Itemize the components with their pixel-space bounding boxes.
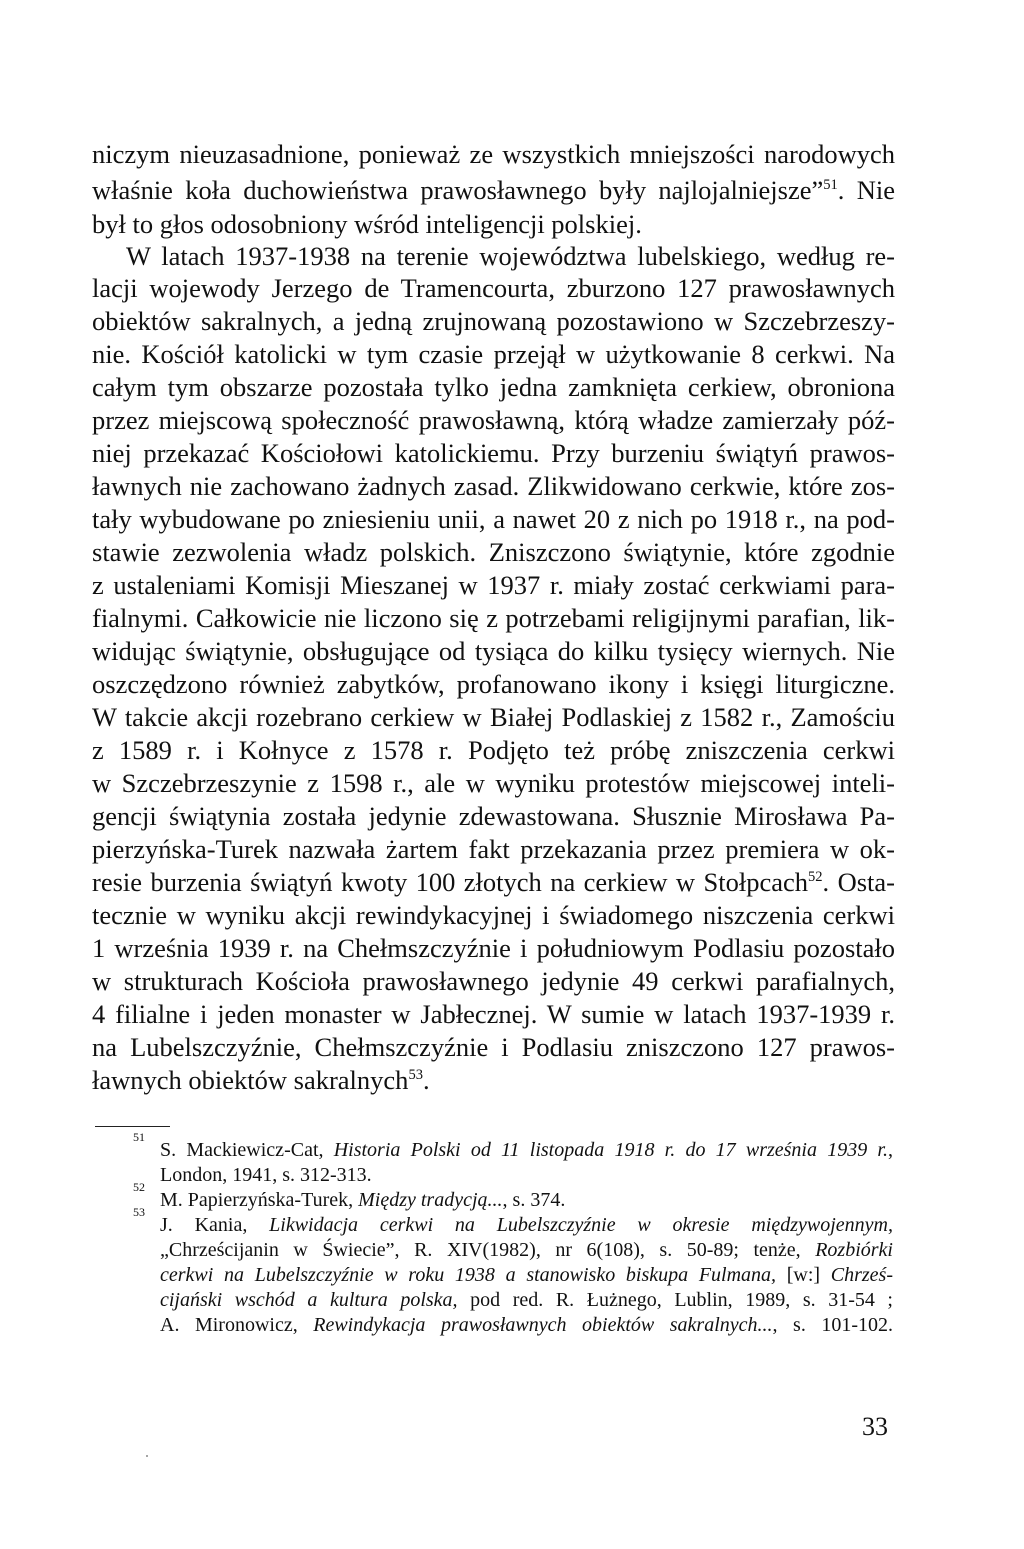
body-line: pierzyńska-Turek nazwała żartem fakt przekazania przez premiera w ok- bbox=[92, 834, 895, 864]
body-line: w Szczebrzeszynie z 1598 r., ale w wyniku protestów miejscowej inteli- bbox=[92, 768, 895, 798]
body-line: przez miejscową społeczność prawosławną, którą władze zamierzały póź- bbox=[92, 405, 895, 435]
body-line: gencji świątynia została jedynie zdewastowana. Słusznie Mirosława Pa- bbox=[92, 801, 895, 831]
footnote-number: 52 bbox=[133, 1180, 145, 1194]
footnote-ref-52: 52 bbox=[807, 869, 823, 886]
footnote-ref-53: 53 bbox=[408, 1067, 423, 1084]
footnote-line: A. Mironowicz, Rewindykacja prawosławnych obiektów sakralnych..., s. 101-102. bbox=[160, 1314, 893, 1336]
footnote-line: cijański wschód a kultura polska, pod red. R. Łużnego, Lublin, 1989, s. 31-54 ; bbox=[160, 1289, 893, 1311]
body-line: resie burzenia świątyń kwoty 100 złotych na cerkiew w Stołpcach$^{52}$. Osta- bbox=[92, 867, 895, 897]
body-line: oszczędzono również zabytków, profanowano ikony i księgi liturgiczne. bbox=[92, 669, 895, 699]
footnote-number: 51 bbox=[133, 1130, 145, 1144]
body-line: całym tym obszarze pozostała tylko jedna zamknięta cerkiew, obroniona bbox=[92, 372, 895, 402]
footnote-line: London, 1941, s. 312-313. bbox=[160, 1164, 372, 1186]
body-line: w strukturach Kościoła prawosławnego jedynie 49 cerkwi parafialnych, bbox=[92, 966, 895, 996]
body-line: z 1589 r. i Kołnyce z 1578 r. Podjęto też próbę zniszczenia cerkwi bbox=[92, 735, 895, 765]
footnote-line: M. Papierzyńska-Turek, Między tradycją..., s. 374. bbox=[160, 1189, 566, 1211]
footnote-ref-51: 51 bbox=[823, 177, 838, 194]
body-line: tały wybudowane po zniesieniu unii, a nawet 20 z nich po 1918 r., na pod- bbox=[92, 504, 895, 534]
body-line: obiektów sakralnych, a jedną zrujnowaną pozostawiono w Szczebrzeszy- bbox=[92, 306, 895, 336]
body-line: ławnych nie zachowano żadnych zasad. Zlikwidowano cerkwie, które zos- bbox=[92, 471, 895, 501]
body-line: z ustaleniami Komisji Mieszanej w 1937 r. miały zostać cerkwiami para- bbox=[92, 570, 895, 600]
page-number: 33 bbox=[862, 1412, 888, 1441]
body-line: nie. Kościół katolicki w tym czasie przejął w użytkowanie 8 cerkwi. Na bbox=[92, 339, 895, 369]
body-line: lacji wojewody Jerzego de Tramencourta, zburzono 127 prawosławnych bbox=[92, 273, 895, 303]
body-line: niej przekazać Kościołowi katolickiemu. Przy burzeniu świątyń prawos- bbox=[92, 438, 895, 468]
body-line: stawie zezwolenia władz polskich. Zniszczono świątynie, które zgodnie bbox=[92, 537, 895, 567]
body-line: 4 filialne i jeden monaster w Jabłecznej. W sumie w latach 1937-1939 r. bbox=[92, 999, 895, 1029]
body-line: 1 września 1939 r. na Chełmszczyźnie i południowym Podlasiu pozostało bbox=[92, 933, 895, 963]
body-line: W latach 1937-1938 na terenie województwa lubelskiego, według re- bbox=[126, 241, 895, 271]
body-line: ławnych obiektów sakralnych$^{53}$. bbox=[92, 1065, 430, 1095]
body-line: na Lubelszczyźnie, Chełmszczyźnie i Podlasiu zniszczono 127 prawos- bbox=[92, 1032, 895, 1062]
body-line: właśnie koła duchowieństwa prawosławnego były najlojalniejsze”$^{51}$. Nie bbox=[92, 175, 895, 205]
footnote-line: cerkwi na Lubelszczyźnie w roku 1938 a stanowisko biskupa Fulmana, [w:] Chrześ- bbox=[160, 1264, 893, 1286]
footnote-line: J. Kania, Likwidacja cerkwi na Lubelszczyźnie w okresie międzywojennym, bbox=[160, 1214, 893, 1236]
footnote-line: S. Mackiewicz-Cat, Historia Polski od 11 listopada 1918 r. do 17 września 1939 r., bbox=[160, 1139, 893, 1161]
body-line: widując świątynie, obsługujące od tysiąca do kilku tysięcy wiernych. Nie bbox=[92, 636, 895, 666]
body-line: W takcie akcji rozebrano cerkiew w Białej Podlaskiej z 1582 r., Zamościu bbox=[92, 702, 895, 732]
body-line: tecznie w wyniku akcji rewindykacyjnej i świadomego niszczenia cerkwi bbox=[92, 900, 895, 930]
scan-speck bbox=[146, 1455, 148, 1457]
body-line: był to głos odosobniony wśród inteligencji polskiej. bbox=[92, 209, 642, 239]
body-line: niczym nieuzasadnione, ponieważ ze wszystkich mniejszości narodowych bbox=[92, 139, 895, 169]
footnote-line: „Chrześcijanin w Świecie”, R. XIV(1982), nr 6(108), s. 50-89; tenże, Rozbiórki bbox=[160, 1239, 893, 1261]
body-line: fialnymi. Całkowicie nie liczono się z potrzebami religijnymi parafian, lik- bbox=[92, 603, 895, 633]
footnote-separator bbox=[95, 1126, 170, 1127]
footnote-number: 53 bbox=[133, 1205, 145, 1219]
